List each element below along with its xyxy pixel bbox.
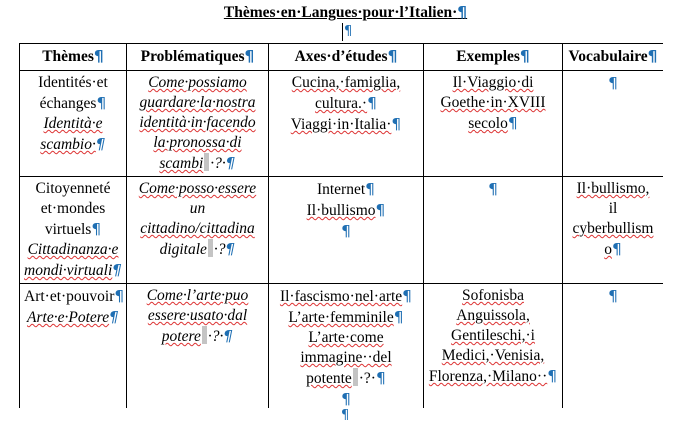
document-title xyxy=(0,3,691,22)
axes-line: Cucina,·famiglia, xyxy=(291,74,401,91)
problem-line: un xyxy=(189,200,206,217)
theme-line: virtuels xyxy=(44,221,92,238)
axes-line: Viaggi·in·Italia· xyxy=(290,116,392,133)
header-cell-vocabulaire[interactable]: Vocabulaire¶ xyxy=(563,44,664,71)
vocab-line: o xyxy=(604,241,612,258)
axes-line: cultura.· xyxy=(315,95,368,112)
axes-line: Il·bullismo xyxy=(306,202,376,219)
axes-line: immagine··del xyxy=(300,349,392,366)
theme-line: Cittadinanza·e xyxy=(27,241,119,258)
axes-line: potente xyxy=(306,370,352,387)
problem-line: Come·possiamo xyxy=(148,74,247,91)
theme-line: Identità·e xyxy=(43,115,103,132)
problem-line: la·pronossa·di xyxy=(153,134,242,151)
problem-line: cittadino/cittadina xyxy=(140,220,255,237)
axes-line: L’arte·femminile xyxy=(288,309,394,326)
axes-line: L’arte·come xyxy=(308,329,384,346)
header-cell-themes[interactable]: Thèmes¶ xyxy=(20,44,127,71)
cell-vocabulaire[interactable] xyxy=(563,284,664,409)
problem-line: Come·posso·essere xyxy=(138,180,257,197)
cell-axes[interactable]: Internet¶ Il·bullismo¶ ¶ xyxy=(269,177,424,284)
text-cursor xyxy=(342,23,343,41)
vocab-line: cyberbullism xyxy=(572,220,654,237)
header-cell-exemples[interactable]: Exemples¶ xyxy=(424,44,563,71)
themes-table xyxy=(19,43,663,408)
table-row xyxy=(20,284,664,409)
cell-problematique[interactable]: Come·possiamo guardare·la·nostra identità·in·facendo la·pronossa·di scambi ·?·¶ xyxy=(127,71,269,177)
empty-paragraph-mark: ¶ xyxy=(608,287,618,305)
table-row xyxy=(20,71,664,177)
example-line: Anguissola, xyxy=(456,307,530,324)
axes-line: Il·fascismo·nel·arte xyxy=(279,288,403,305)
header-row xyxy=(20,44,664,71)
example-line: Florenza,·Milano·· xyxy=(428,368,548,385)
themes-table-container xyxy=(19,43,663,408)
table-row xyxy=(20,177,664,284)
theme-line: Citoyenneté xyxy=(35,180,111,197)
empty-paragraph-mark: ¶ xyxy=(341,408,350,423)
problem-line: guardare·la·nostra xyxy=(139,94,256,111)
empty-paragraph-mark: ¶ xyxy=(341,390,351,408)
problem-line: identità·in·facendo xyxy=(139,114,256,131)
cell-axes[interactable]: Il·fascismo·nel·arte¶ L’arte·femminile¶ L’arte·come immagine··del potente ·?·¶ ¶ xyxy=(269,284,424,409)
vocab-line: Il·bullismo, xyxy=(576,180,650,197)
cell-exemples[interactable]: Il·Viaggio·di Goethe·in·XVIII secolo¶ xyxy=(424,71,563,177)
theme-line: échanges xyxy=(39,95,97,112)
problem-line: scambi xyxy=(159,155,204,172)
problem-line: Come·l’arte·puo xyxy=(146,287,249,304)
cell-vocabulaire[interactable]: Il·bullismo, il cyberbullism o¶ xyxy=(563,177,664,284)
theme-line: Identités·et xyxy=(38,74,108,91)
problem-line: essere·usato·dal xyxy=(147,307,248,324)
example-line: Sofonisba xyxy=(462,287,524,304)
empty-paragraph-mark: ¶ xyxy=(488,180,498,198)
cell-axes[interactable]: Cucina,·famiglia, cultura.·¶ Viaggi·in·Italia·¶ xyxy=(269,71,424,177)
example-line: secolo xyxy=(468,115,508,132)
cell-vocabulaire[interactable] xyxy=(563,71,664,177)
cell-problematique[interactable]: Come·l’arte·puo essere·usato·dal potere ·?·¶ xyxy=(127,284,269,409)
field-shading xyxy=(204,153,209,171)
field-shading xyxy=(202,326,207,344)
theme-line: scambio· xyxy=(40,136,96,153)
cell-themes[interactable]: Identités·et échanges¶ Identità·e scambio·¶ xyxy=(20,71,127,177)
cell-exemples[interactable]: Sofonisba Anguissola, Gentileschi,·i Medici,·Venisia, Florenza,·Milano··¶ xyxy=(424,284,563,409)
example-line: Goethe·in·XVIII xyxy=(440,94,546,111)
field-shading xyxy=(353,368,358,386)
empty-paragraph-mark: ¶ xyxy=(344,24,353,39)
theme-line: mondi·virtuali xyxy=(24,262,113,279)
cell-themes[interactable]: Citoyenneté et·mondes virtuels¶ Cittadinanza·e mondi·virtuali¶ xyxy=(20,177,127,284)
theme-line: et·mondes xyxy=(40,200,106,217)
problem-line: digitale xyxy=(159,241,207,258)
problem-line: potere xyxy=(161,328,201,345)
title-text: Thèmes·en·Langues·pour·l’Italien· xyxy=(223,4,458,21)
empty-paragraph-mark: ¶ xyxy=(608,74,618,92)
example-line: Il·Viaggio·di xyxy=(452,74,534,91)
vocab-line: il xyxy=(608,200,618,217)
field-shading xyxy=(208,239,213,257)
empty-paragraph-mark: ¶ xyxy=(341,222,351,240)
theme-line: Art·et·pouvoir xyxy=(24,288,115,305)
title-pilcrow: ¶ xyxy=(457,3,468,21)
axes-line: Internet xyxy=(316,181,366,198)
header-cell-problematiques[interactable]: Problématiques¶ xyxy=(127,44,269,71)
cell-exemples[interactable] xyxy=(424,177,563,284)
example-line: Medici,·Venisia, xyxy=(441,347,545,364)
cell-themes[interactable]: Art·et·pouvoir¶ Arte·e·Potere¶ xyxy=(20,284,127,409)
example-line: Gentileschi,·i xyxy=(451,327,535,344)
theme-line: Arte·e·Potere xyxy=(27,309,110,326)
header-cell-axes[interactable]: Axes·d’études¶ xyxy=(269,44,424,71)
cell-problematique[interactable]: Come·posso·essere un cittadino/cittadina digitale ·?¶ xyxy=(127,177,269,284)
